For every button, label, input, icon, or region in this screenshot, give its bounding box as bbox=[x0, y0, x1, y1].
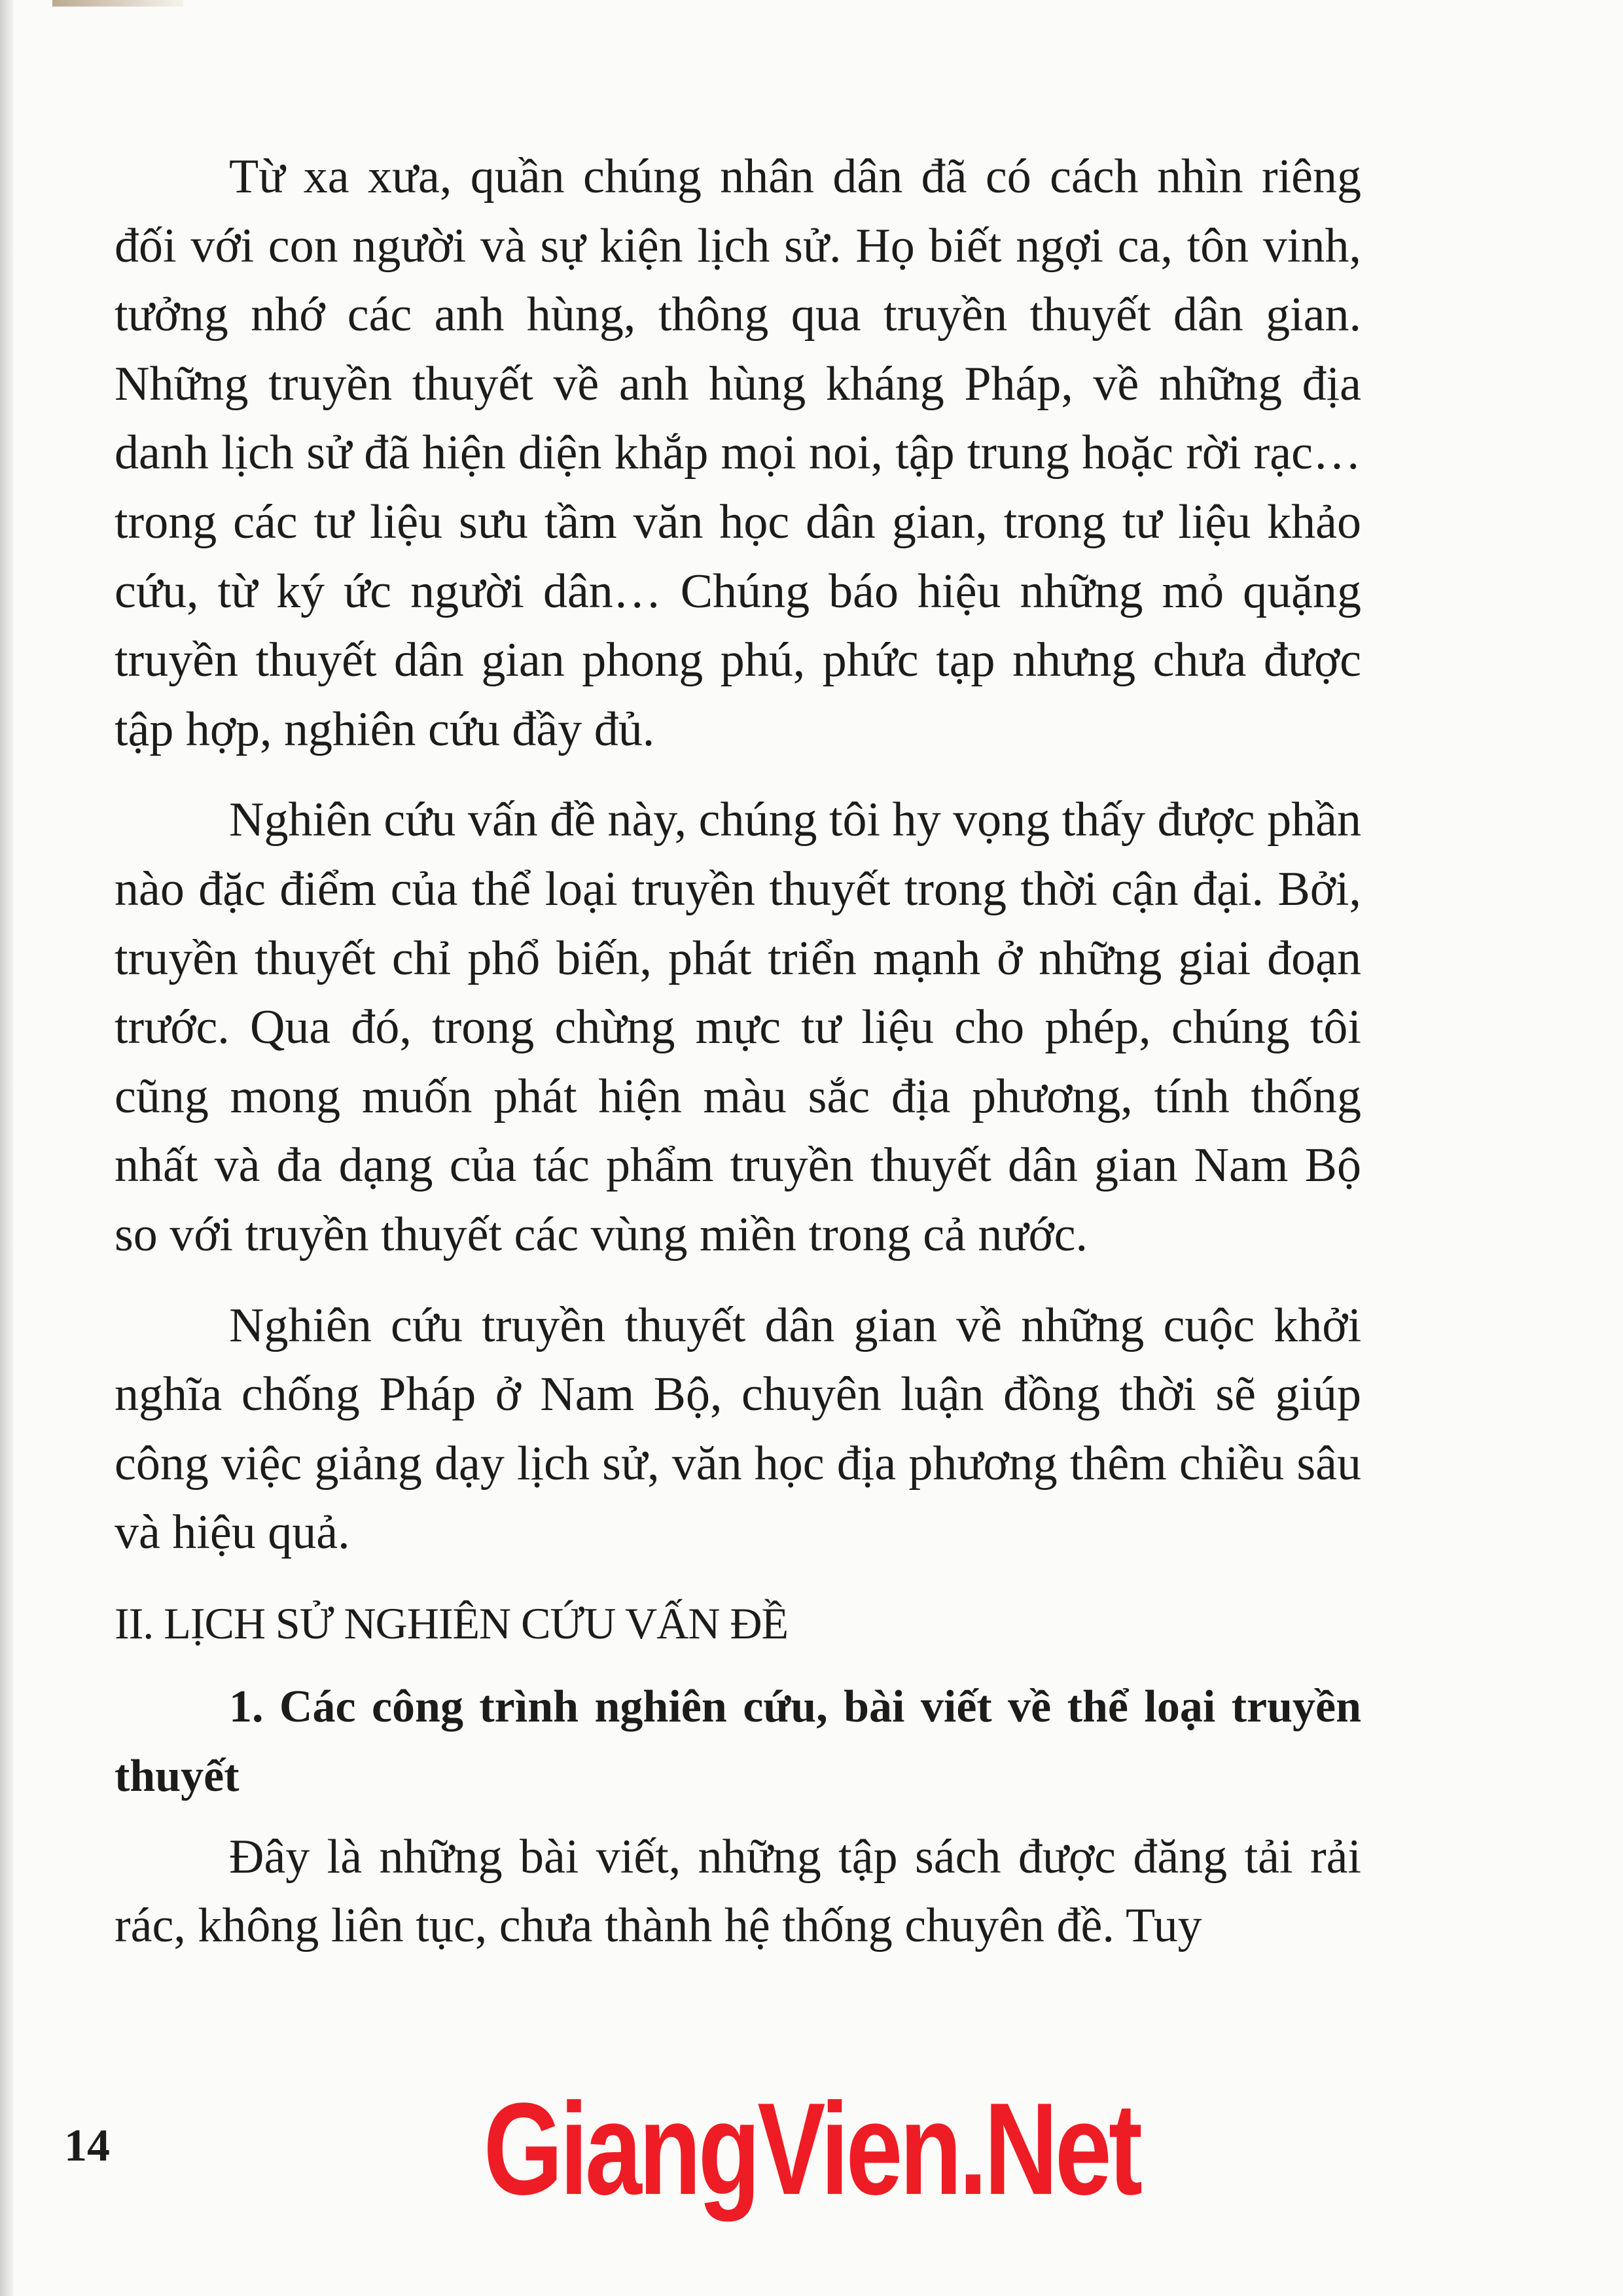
section-heading: II. LỊCH SỬ NGHIÊN CỨU VẤN ĐỀ bbox=[115, 1598, 789, 1648]
watermark-logo: GiangVien.Net bbox=[483, 2076, 1140, 2222]
paragraph-3: Nghiên cứu truyền thuyết dân gian về những cuộc khởi nghĩa chống Pháp ở Nam Bộ, chuyên luận đồng thời sẽ giúp công việc giảng dạy lịch sử, văn học địa phương thêm chiều sâu và hiệu quả. bbox=[115, 1298, 1361, 1560]
paragraph-2: Nghiên cứu vấn đề này, chúng tôi hy vọng thấy được phần nào đặc điểm của thể loại truyền thuyết trong thời cận đại. Bởi, truyền thuyết chỉ phổ biến, phát triển mạnh ở những giai đoạn trước. Qua đó, trong chừng mực tư liệu cho phép, chúng tôi cũng mong muốn phát hiện màu sắc địa phương, tính thống nhất và đa dạng của tác phẩm truyền thuyết dân gian Nam Bộ so với truyền thuyết các vùng miền trong cả nước. bbox=[115, 793, 1361, 1262]
paragraph-4: Đây là những bài viết, những tập sách được đăng tải rải rác, không liên tục, chưa thành hệ thống chuyên đề. Tuy bbox=[115, 1829, 1361, 1953]
body-text bbox=[115, 143, 1361, 2009]
subsection-heading: 1. Các công trình nghiên cứu, bài viết về thể loại truyền thuyết bbox=[115, 1682, 1361, 1802]
page-number: 14 bbox=[64, 2121, 110, 2171]
page-top-mark bbox=[52, 0, 183, 7]
paragraph-1: Từ xa xưa, quần chúng nhân dân đã có cách nhìn riêng đối với con người và sự kiện lịch sử. Họ biết ngợi ca, tôn vinh, tưởng nhớ các anh hùng, thông qua truyền thuyết dân gian. Những truyền thuyết về anh hùng kháng Pháp, về những địa danh lịch sử đã hiện diện khắp mọi noi, tập trung hoặc rời rạc… trong các tư liệu sưu tầm văn học dân gian, trong tư liệu khảo cứu, từ ký ức người dân… Chúng báo hiệu những mỏ quặng truyền thuyết dân gian phong phú, phức tạp nhưng chưa được tập hợp, nghiên cứu đầy đủ. bbox=[115, 150, 1361, 756]
page-edge-shadow bbox=[0, 0, 13, 2296]
